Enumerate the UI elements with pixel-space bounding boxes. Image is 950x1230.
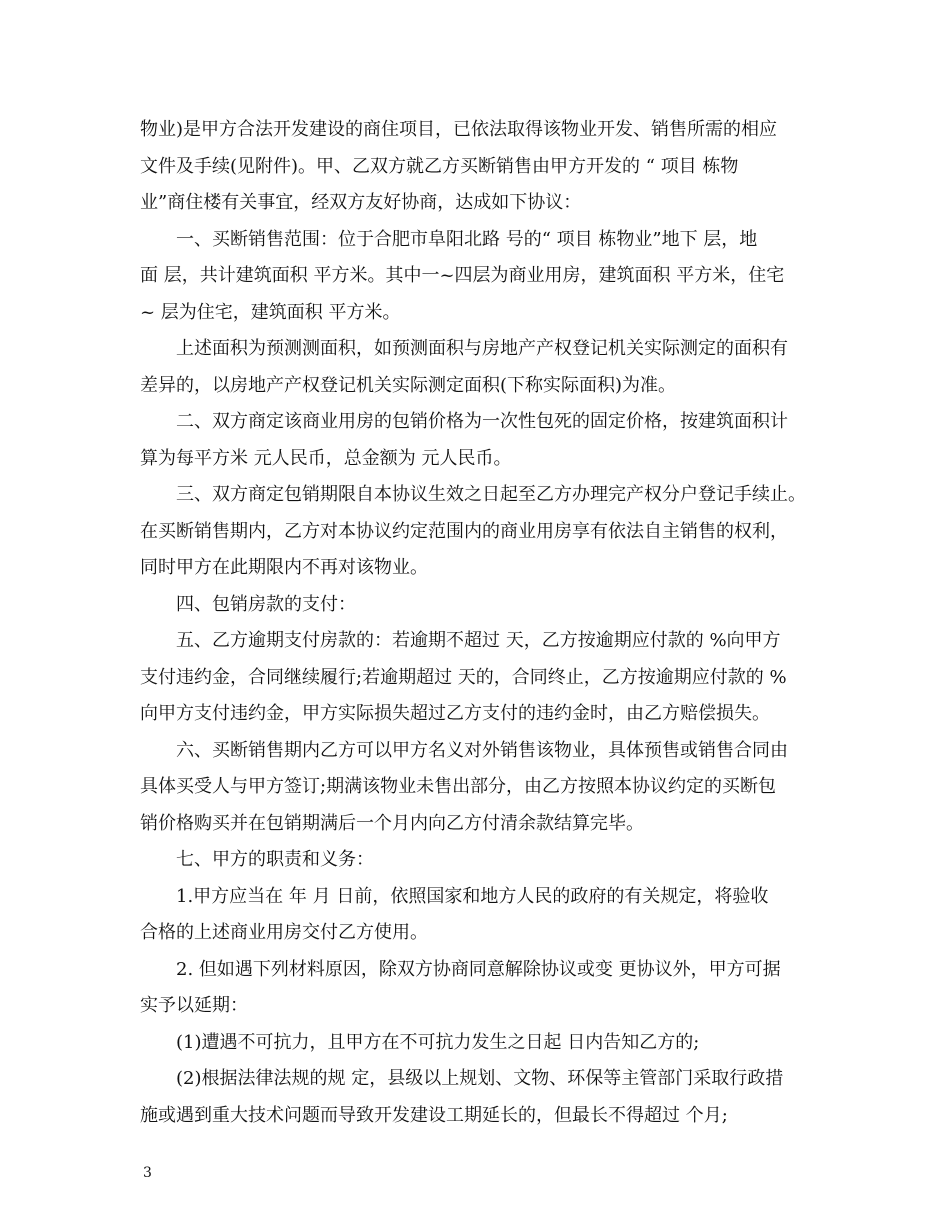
text-line: 一、买断销售范围：位于合肥市阜阳北路 号的“ 项目 栋物业”地下 层，地 xyxy=(176,228,758,250)
text-line: 向甲方支付违约金，甲方实际损失超过乙方支付的违约金时，由乙方赔偿损失。 xyxy=(140,703,770,724)
text-line: 物业)是甲方合法开发建设的商住项目，已依法取得该物业开发、销售所需的相应 xyxy=(140,119,778,140)
text-line: 四、包销房款的支付： xyxy=(176,593,356,615)
text-line: 在买断销售期内，乙方对本协议约定范围内的商业用房享有依法自主销售的权利， xyxy=(140,520,788,542)
text-line: 三、双方商定包销期限自本协议生效之日起至乙方办理完产权分户登记手续止。 xyxy=(176,484,806,505)
text-line: 施或遇到重大技术问题而导致开发建设工期延长的，但最长不得超过 个月; xyxy=(140,1104,728,1126)
text-line: (2)根据法律法规的规 定，县级以上规划、文物、环保等主管部门采取行政措 xyxy=(176,1068,784,1089)
text-line: ~ 层为住宅，建筑面积 平方米。 xyxy=(140,301,401,323)
text-line: 五、乙方逾期支付房款的：若逾期不超过 天，乙方按逾期应付款的 %向甲方 xyxy=(176,630,781,651)
page-number: 3 xyxy=(143,1165,152,1181)
text-line: 支付违约金，合同继续履行;若逾期超过 天的，合同终止，乙方按逾期应付款的 % xyxy=(140,666,787,688)
text-line: 销价格购买并在包销期满后一个月内向乙方付清余款结算完毕。 xyxy=(140,812,644,834)
document-body xyxy=(140,112,820,1134)
text-line: 合格的上述商业用房交付乙方使用。 xyxy=(140,922,428,943)
text-line: 六、买断销售期内乙方可以甲方名义对外销售该物业，具体预售或销售合同由 xyxy=(176,739,788,761)
text-line: 业”商住楼有关事宜，经双方友好协商，达成如下协议： xyxy=(140,192,582,213)
text-line: 1.甲方应当在 年 月 日前，依照国家和地方人民的政府的有关规定，将验收 xyxy=(176,885,769,907)
text-line: 二、双方商定该商业用房的包销价格为一次性包死的固定价格，按建筑面积计 xyxy=(176,411,788,432)
text-line: 七、甲方的职责和义务： xyxy=(176,849,374,870)
text-line: 同时甲方在此期限内不再对该物业。 xyxy=(140,557,428,578)
text-line: (1)遭遇不可抗力，且甲方在不可抗力发生之日起 日内告知乙方的; xyxy=(176,1031,700,1053)
text-line: 实予以延期： xyxy=(140,995,248,1016)
text-line: 差异的，以房地产产权登记机关实际测定面积(下称实际面积)为准。 xyxy=(140,374,677,396)
text-line: 具体买受人与甲方签订;期满该物业未售出部分，由乙方按照本协议约定的买断包 xyxy=(140,776,777,797)
text-line: 2. 但如遇下列材料原因，除双方协商同意解除协议或变 更协议外，甲方可据 xyxy=(176,958,781,980)
text-line: 文件及手续(见附件)。甲、乙双方就乙方买断销售由甲方开发的 “ 项目 栋物 xyxy=(140,155,739,177)
text-line: 算为每平方米 元人民币，总金额为 元人民币。 xyxy=(140,447,512,469)
text-line: 面 层，共计建筑面积 平方米。其中一~四层为商业用房，建筑面积 平方米，住宅 xyxy=(140,265,785,286)
text-line: 上述面积为预测测面积，如预测面积与房地产产权登记机关实际测定的面积有 xyxy=(176,338,788,359)
